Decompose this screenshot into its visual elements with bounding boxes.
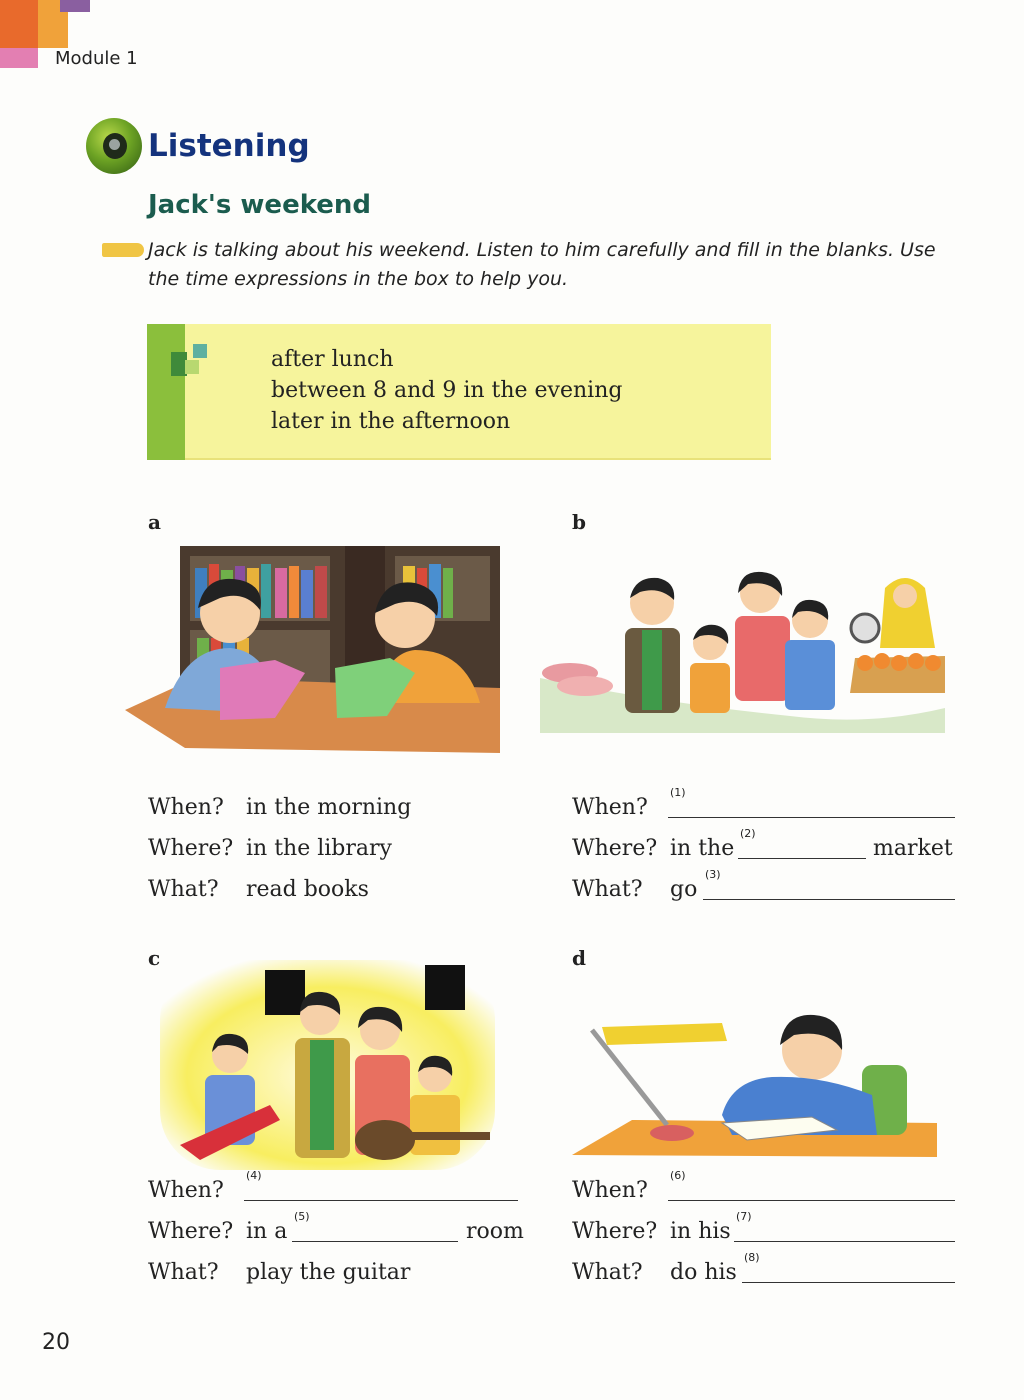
what-prefix: go xyxy=(670,877,698,902)
answer-blank-6[interactable] xyxy=(668,1200,955,1201)
where-prefix: in the xyxy=(670,836,735,861)
what-prefix: do his xyxy=(670,1260,737,1285)
panel-b-letter: b xyxy=(572,510,586,534)
answer-blank-3[interactable] xyxy=(703,899,955,900)
activity-subtitle: Jack's weekend xyxy=(148,190,372,220)
what-question: What? xyxy=(148,877,219,902)
where-question: Where? xyxy=(148,1219,234,1244)
pointer-arrow-icon xyxy=(102,243,144,257)
blank-number: (2) xyxy=(740,827,756,840)
listening-headphones-icon xyxy=(86,118,142,174)
module-label: Module 1 xyxy=(55,48,138,69)
when-question: When? xyxy=(572,795,648,820)
panel-a-letter: a xyxy=(148,510,161,534)
library-reading-illustration xyxy=(125,538,505,758)
blank-number: (3) xyxy=(705,868,721,881)
family-music-room-illustration xyxy=(160,960,495,1170)
where-prefix: in his xyxy=(670,1219,731,1244)
answer-blank-4[interactable] xyxy=(244,1200,518,1201)
answer-blank-5[interactable] xyxy=(292,1241,458,1242)
where-answer: in the library xyxy=(246,836,392,861)
when-answer: in the morning xyxy=(246,795,412,820)
boy-homework-illustration xyxy=(572,1005,942,1165)
blank-number: (5) xyxy=(294,1210,310,1223)
when-question: When? xyxy=(572,1178,648,1203)
time-expressions-box xyxy=(147,324,771,460)
answer-blank-8[interactable] xyxy=(742,1282,955,1283)
blank-number: (8) xyxy=(744,1251,760,1264)
where-question: Where? xyxy=(572,836,658,861)
family-market-illustration xyxy=(540,568,945,733)
time-expression-item: later in the afternoon xyxy=(271,409,511,434)
answer-blank-2[interactable] xyxy=(738,858,866,859)
when-question: When? xyxy=(148,1178,224,1203)
blank-number: (6) xyxy=(670,1169,686,1182)
blank-number: (7) xyxy=(736,1210,752,1223)
what-answer: read books xyxy=(246,877,369,902)
where-question: Where? xyxy=(148,836,234,861)
where-suffix: room xyxy=(466,1219,524,1244)
answer-blank-7[interactable] xyxy=(734,1241,955,1242)
answer-blank-1[interactable] xyxy=(668,817,955,818)
panel-d-letter: d xyxy=(572,946,586,970)
where-suffix: market xyxy=(873,836,953,861)
what-answer: play the guitar xyxy=(246,1260,411,1285)
activity-instructions: Jack is talking about his weekend. Listen to him carefully and fill in the blanks. Use the time expressions in the box to help you. xyxy=(148,239,936,290)
when-question: When? xyxy=(148,795,224,820)
time-expression-item: after lunch xyxy=(271,347,394,372)
where-question: Where? xyxy=(572,1219,658,1244)
blank-number: (4) xyxy=(246,1169,262,1182)
where-prefix: in a xyxy=(246,1219,288,1244)
time-expression-item: between 8 and 9 in the evening xyxy=(271,378,623,403)
what-question: What? xyxy=(572,1260,643,1285)
blank-number: (1) xyxy=(670,786,686,799)
what-question: What? xyxy=(572,877,643,902)
section-title: Listening xyxy=(148,128,310,164)
what-question: What? xyxy=(148,1260,219,1285)
panel-c-letter: c xyxy=(148,946,161,970)
page-number: 20 xyxy=(42,1330,70,1355)
